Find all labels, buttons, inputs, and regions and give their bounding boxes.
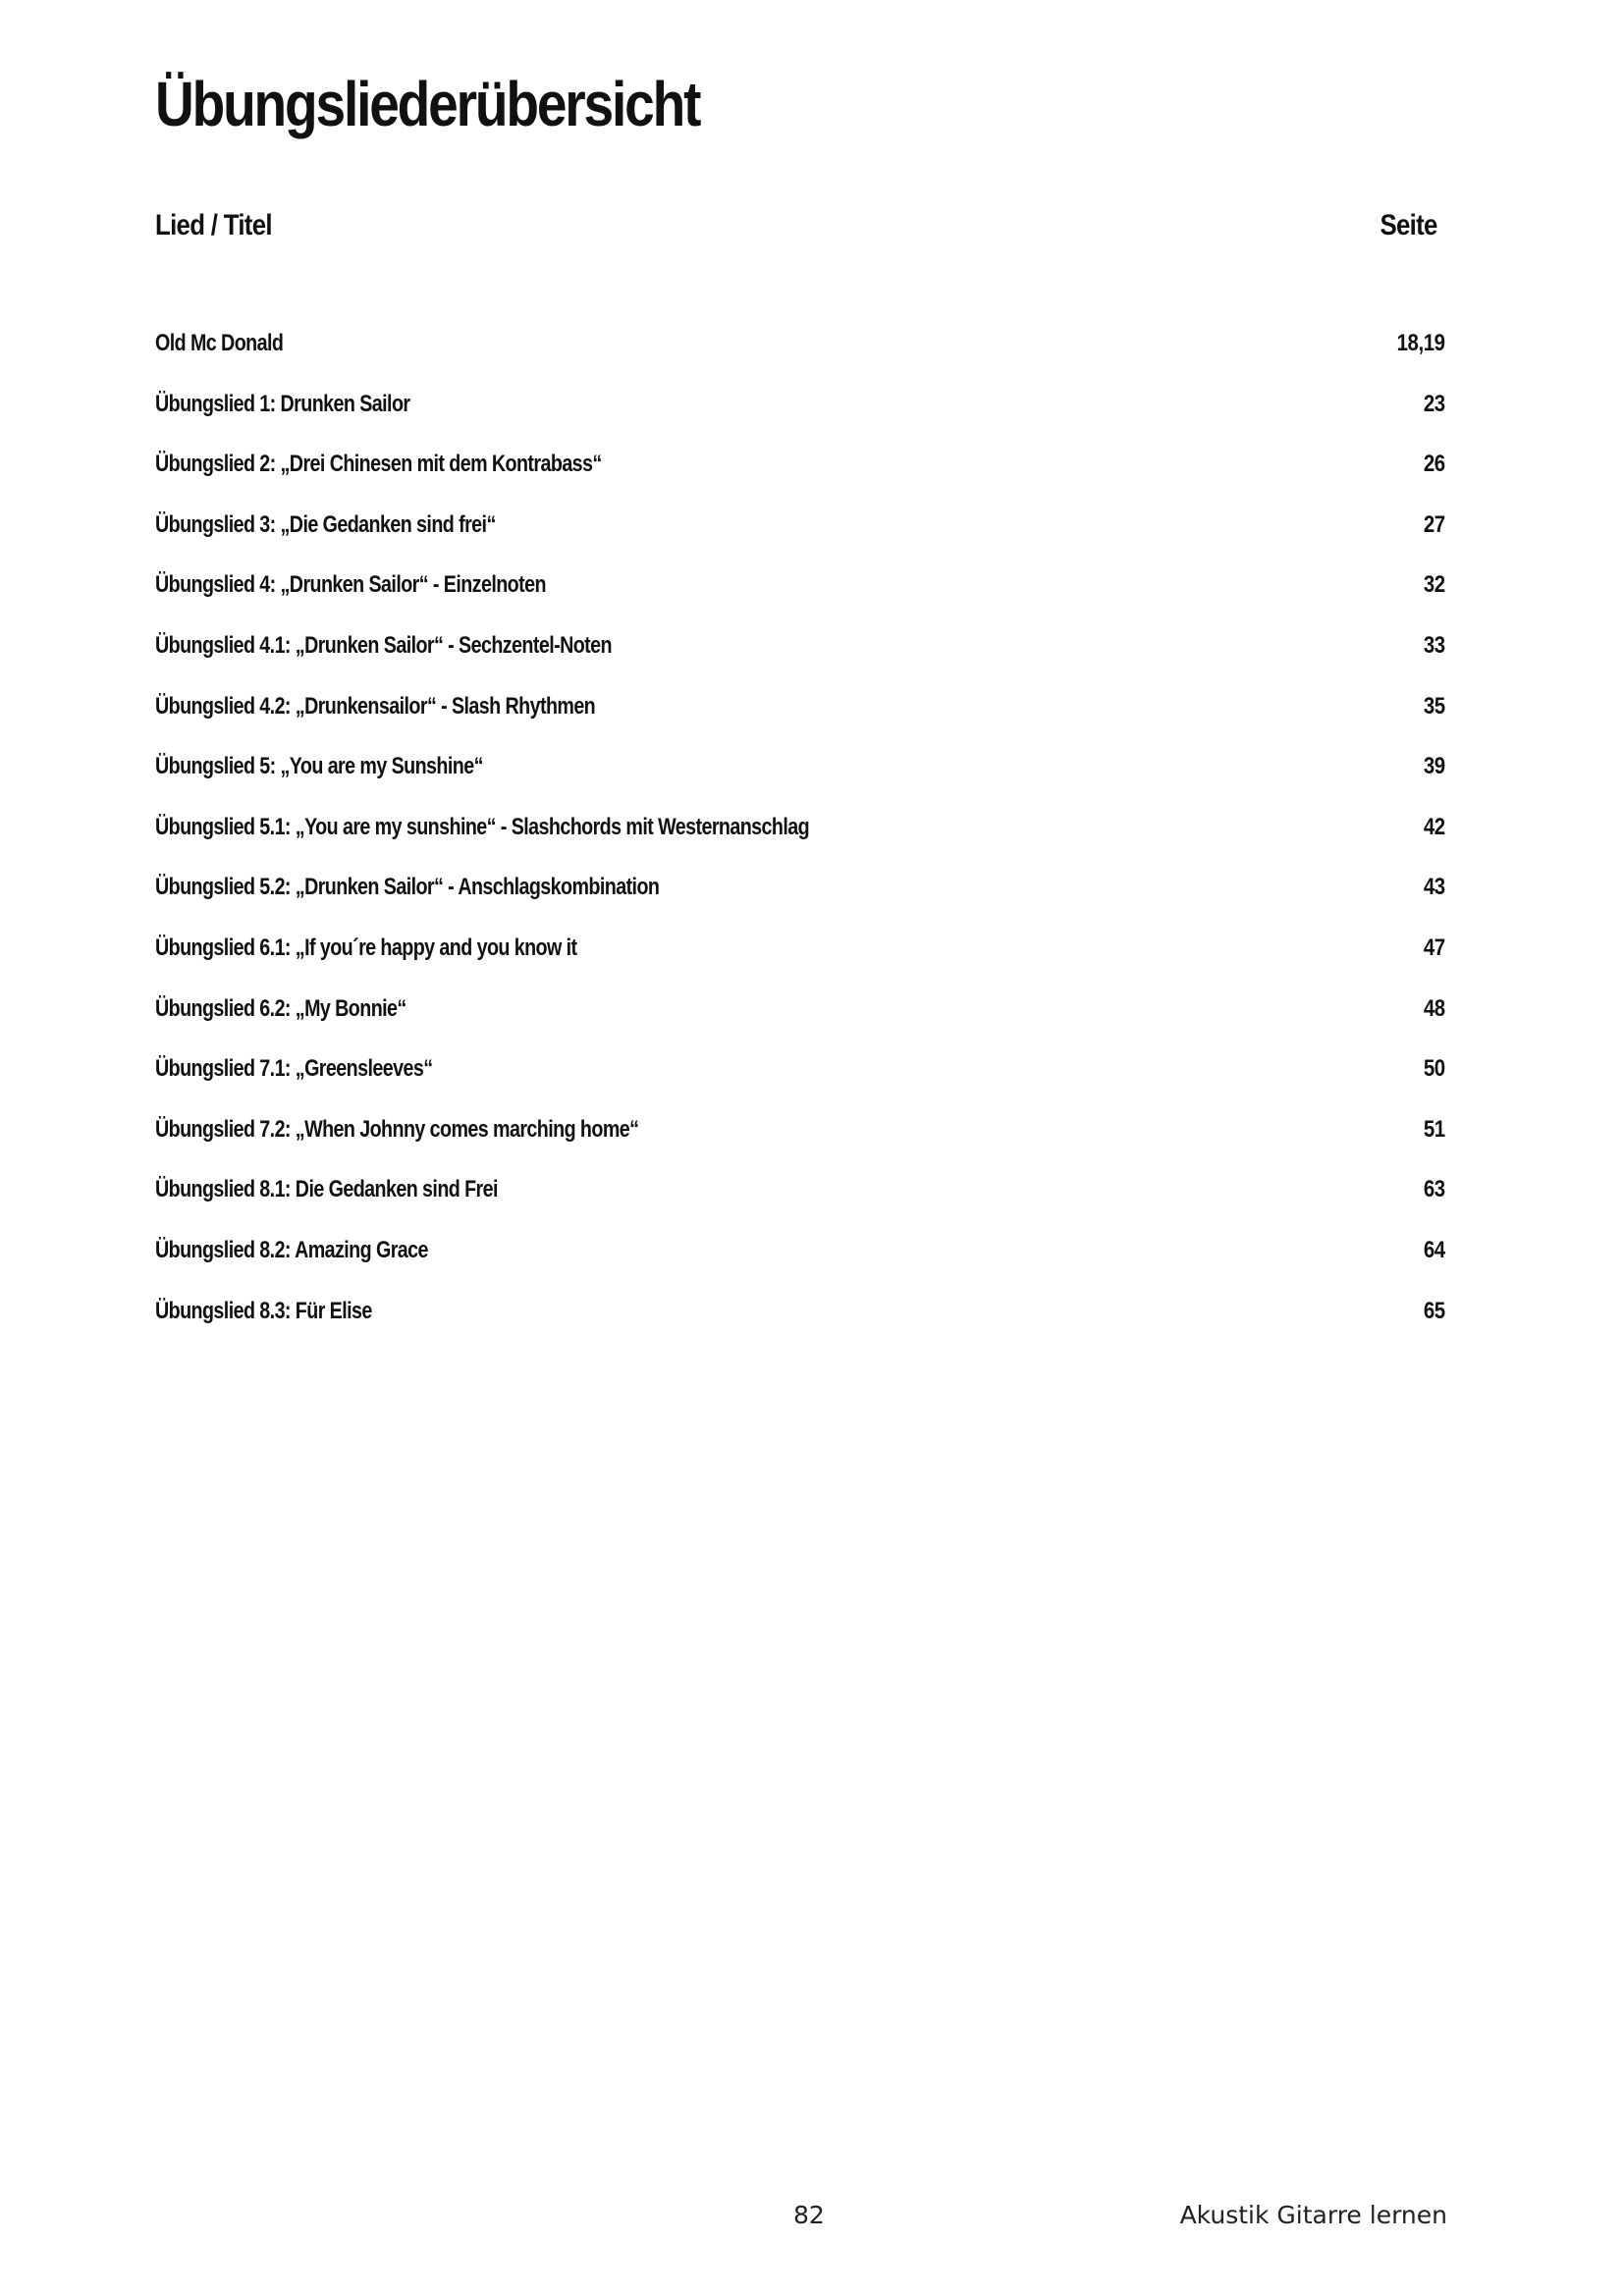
entry-page-number: 43 — [1424, 874, 1445, 901]
entry-title: Übungslied 2: „Drei Chinesen mit dem Kontrabass“ — [155, 451, 602, 478]
entry-title: Übungslied 8.3: Für Elise — [155, 1297, 372, 1324]
entry-page-number: 23 — [1424, 390, 1445, 417]
entry-page-number: 48 — [1424, 994, 1445, 1022]
list-item — [155, 868, 1445, 929]
entry-title: Übungslied 3: „Die Gedanken sind frei“ — [155, 510, 496, 538]
entry-title: Old Mc Donald — [155, 330, 284, 356]
entry-page-number: 18,19 — [1397, 330, 1445, 356]
list-item — [155, 929, 1445, 989]
list-item — [155, 1170, 1445, 1231]
list-item — [155, 385, 1445, 446]
list-item — [155, 808, 1445, 869]
list-item — [155, 1292, 1445, 1353]
list-item — [155, 1049, 1445, 1110]
list-item — [155, 324, 1445, 385]
song-index-list — [155, 324, 1445, 1352]
entry-title: Übungslied 4.1: „Drunken Sailor“ - Sechzentel-Noten — [155, 631, 612, 659]
entry-page-number: 26 — [1424, 451, 1445, 478]
entry-title: Übungslied 8.2: Amazing Grace — [155, 1236, 428, 1263]
entry-page-number: 39 — [1424, 753, 1445, 780]
entry-page-number: 35 — [1424, 692, 1445, 720]
entry-title: Übungslied 4.2: „Drunkensailor“ - Slash Rhythmen — [155, 692, 596, 720]
footer-page-number: 82 — [793, 2201, 825, 2229]
entry-title: Übungslied 7.2: „When Johnny comes marching home“ — [155, 1115, 639, 1143]
entry-title: Übungslied 8.1: Die Gedanken sind Frei — [155, 1176, 498, 1203]
entry-page-number: 47 — [1424, 934, 1445, 961]
entry-title: Übungslied 7.1: „Greensleeves“ — [155, 1055, 433, 1083]
list-item — [155, 565, 1445, 626]
entry-page-number: 50 — [1424, 1055, 1445, 1083]
entry-title: Übungslied 6.2: „My Bonnie“ — [155, 994, 406, 1022]
entry-title: Übungslied 4: „Drunken Sailor“ - Einzelnoten — [155, 571, 546, 599]
list-item — [155, 747, 1445, 808]
list-item — [155, 687, 1445, 748]
column-header-title: Lied / Titel — [155, 209, 272, 241]
list-item — [155, 1110, 1445, 1171]
footer-book-title: Akustik Gitarre lernen — [1179, 2201, 1447, 2229]
entry-page-number: 63 — [1424, 1176, 1445, 1203]
entry-title: Übungslied 5.1: „You are my sunshine“ - Slashchords mit Westernanschlag — [155, 813, 810, 840]
list-item — [155, 1231, 1445, 1292]
entry-title: Übungslied 1: Drunken Sailor — [155, 390, 410, 417]
entry-page-number: 32 — [1424, 571, 1445, 599]
entry-page-number: 64 — [1424, 1236, 1445, 1263]
entry-page-number: 33 — [1424, 631, 1445, 659]
list-item — [155, 506, 1445, 566]
page-title: Übungsliederübersicht — [155, 69, 700, 139]
entry-title: Übungslied 5: „You are my Sunshine“ — [155, 753, 483, 780]
entry-page-number: 65 — [1424, 1297, 1445, 1324]
entry-page-number: 42 — [1424, 813, 1445, 840]
entry-title: Übungslied 6.1: „If you´re happy and you know it — [155, 934, 577, 961]
entry-page-number: 27 — [1424, 510, 1445, 538]
entry-page-number: 51 — [1424, 1115, 1445, 1143]
list-item — [155, 445, 1445, 506]
entry-title: Übungslied 5.2: „Drunken Sailor“ - Anschlagskombination — [155, 874, 660, 901]
column-header-page: Seite — [1380, 209, 1437, 241]
list-item — [155, 626, 1445, 687]
list-item — [155, 989, 1445, 1050]
